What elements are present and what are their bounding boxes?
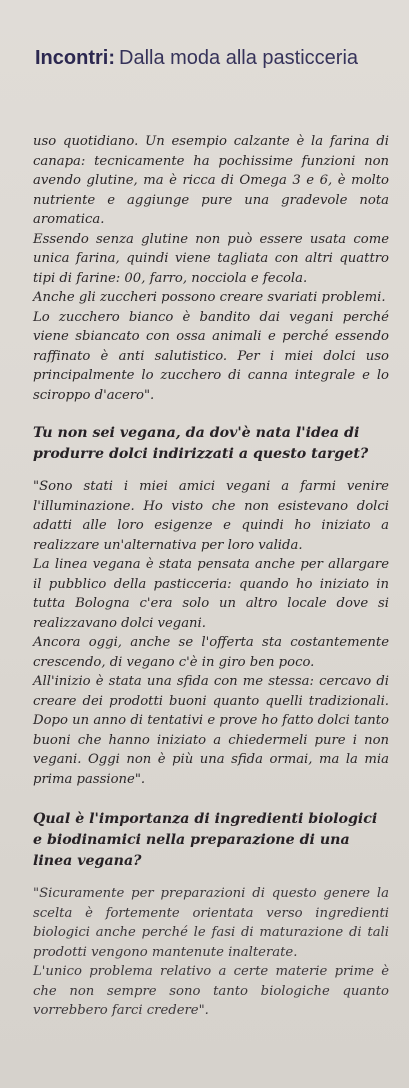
paragraph: Lo zucchero bianco è bandito dai vegani perché viene sbiancato con ossa animali e perché essendo raffinato è anti salutistico. Per i miei dolci uso principalmente lo zucchero di canna integrale e lo sciroppo d'acero". — [33, 309, 389, 403]
interview-question: Qual è l'importanza di ingredienti biologici e biodinamici nella preparazione di una linea vegana? — [33, 811, 378, 869]
page-header — [35, 44, 358, 72]
answer-paragraph: L'unico problema relativo a certe materie prime è che non sempre sono tanto biologiche quanto vorrebbero farci credere". — [33, 964, 389, 1018]
article-body — [33, 132, 389, 1021]
answer-paragraph: "Sicuramente per preparazioni di questo genere la scelta è fortemente orientata verso ingredienti biologici anche perché le fasi di maturazione di tali prodotti vengono mantenute inalterate. — [33, 886, 389, 960]
paragraph: Essendo senza glutine non può essere usata come unica farina, quindi viene tagliata con altri quattro tipi di farine: 00, farro, nocciola e fecola. — [33, 231, 389, 286]
paragraph: uso quotidiano. Un esempio calzante è la farina di canapa: tecnicamente ha pochissime funzioni non avendo glutine, ma è ricca di Omega 3 e 6, è molto nutriente e aggiunge pure una gradevole nota aromatica. — [33, 134, 389, 227]
interview-question: Tu non sei vegana, da dov'è nata l'idea di produrre dolci indirizzati a questo target? — [33, 425, 369, 462]
answer-paragraph: Ancora oggi, anche se l'offerta sta costantemente crescendo, di vegano c'è in giro ben poco. — [33, 635, 389, 670]
answer-paragraph: La linea vegana è stata pensata anche per allargare il pubblico della pasticceria: quando ho iniziato in tutta Bologna c'era solo un altro locale dove si realizzavano dolci vegani. — [33, 557, 389, 631]
answer-paragraph: "Sono stati i miei amici vegani a farmi venire l'illuminazione. Ho visto che non esistevano dolci adatti alle loro esigenze e quindi ho iniziato a realizzare un'alternativa per loro valida. — [33, 479, 389, 553]
article-title: Dalla moda alla pasticceria — [119, 47, 359, 69]
section-label: Incontri: — [35, 47, 115, 69]
answer-paragraph: All'inizio è stata una sfida con me stessa: cercavo di creare dei prodotti buoni quanto quelli tradizionali. Dopo un anno di tentativi e prove ho fatto dolci tanto buoni che hanno iniziato a chiedermeli pure i non vegani. Oggi non è più una sfida ormai, ma la mia prima passione". — [33, 674, 389, 787]
paragraph: Anche gli zuccheri possono creare svariati problemi. — [33, 290, 386, 305]
